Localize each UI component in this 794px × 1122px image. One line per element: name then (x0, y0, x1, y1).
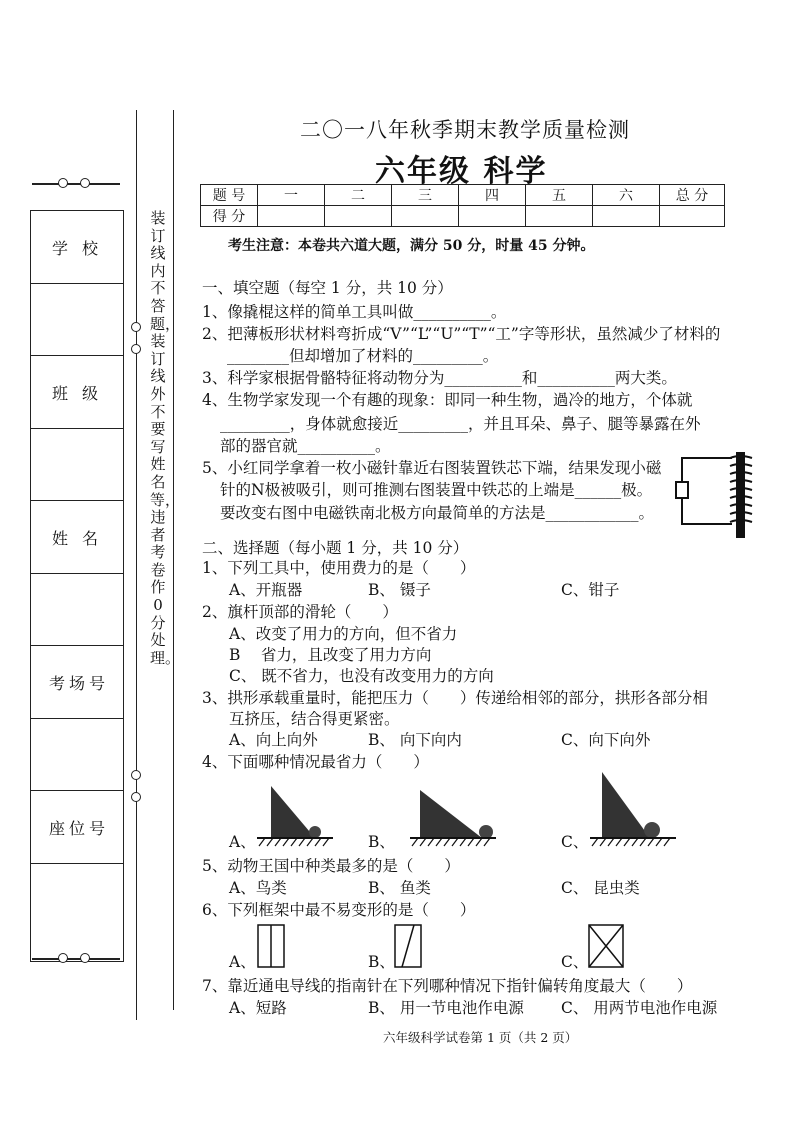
s1-line: 部的器官就__________。 (220, 437, 391, 455)
incline-figure-c (588, 766, 678, 850)
name-label: 姓名 (31, 501, 123, 574)
s1-line: 要改变右图中电磁铁南北极方向最简单的方法是____________。 (220, 504, 655, 522)
score-cell[interactable] (258, 206, 325, 227)
binding-circle (131, 792, 141, 802)
s2-q4-label-a: A、 (229, 833, 256, 851)
score-header-cell: 一 (258, 185, 325, 206)
s1-line: _________，身体就愈接近_________，并且耳朵、鼻子、腿等暴露在外 (220, 415, 701, 433)
s2-q5-option-a: A、鸟类 (229, 879, 287, 897)
score-cell[interactable] (526, 206, 593, 227)
score-cell[interactable] (660, 206, 725, 227)
s2-q5: 5、动物王国中种类最多的是（ ） (202, 857, 460, 875)
s2-q3: 3、拱形承载重量时，能把压力（ ）传递给相邻的部分，拱形各部分相 (202, 689, 708, 707)
binding-line-bottom (32, 958, 120, 960)
binding-circle (58, 953, 68, 963)
score-header-cell: 五 (526, 185, 593, 206)
score-header-cell: 四 (459, 185, 526, 206)
s2-q2: 2、旗杆顶部的滑轮（ ） (202, 603, 398, 621)
score-table (200, 184, 725, 227)
score-header-cell: 三 (392, 185, 459, 206)
page-footer: 六年级科学试卷第 1 页（共 2 页） (383, 1030, 578, 1045)
s2-q7: 7、靠近通电导线的指南针在下列哪种情况下指针偏转角度最大（ ） (202, 977, 693, 995)
s2-q3-option-b: B、 向下向内 (368, 731, 462, 749)
electromagnet-figure (668, 446, 756, 542)
score-cell[interactable] (459, 206, 526, 227)
binding-circle (131, 770, 141, 780)
score-cell[interactable] (593, 206, 660, 227)
binding-circle (80, 953, 90, 963)
s2-q6-label-a: A、 (229, 953, 256, 971)
name-blank (31, 574, 123, 646)
s2-q6: 6、下列框架中最不易变形的是（ ） (202, 901, 476, 919)
exam-notice: 考生注意：本卷共六道大题，满分 50 分，时量 45 分钟。 (228, 238, 595, 254)
s2-q7-option-a: A、短路 (229, 999, 287, 1017)
school-blank (31, 284, 123, 356)
binding-line-top (32, 183, 120, 185)
s2-q1-option-c: C、钳子 (561, 581, 620, 599)
frame-figure-a (255, 922, 287, 970)
s2-q4: 4、下面哪种情况最省力（ ） (202, 753, 429, 771)
seat-label: 座位号 (31, 791, 123, 864)
binding-circle (80, 178, 90, 188)
subject-title: 六年级 科学 (375, 154, 548, 189)
binding-circle (58, 178, 68, 188)
content-divider (173, 110, 174, 1010)
binding-circle (131, 322, 141, 332)
s2-q3-option-a: A、向上向外 (229, 731, 318, 749)
s2-q7-option-b: B、 用一节电池作电源 (368, 999, 524, 1017)
s1-line: 针的N极被吸引，则可推测右图装置中铁芯的上端是______极。 (220, 481, 653, 499)
s2-q3-option-c: C、向下向外 (561, 731, 651, 749)
s2-q4-label-c: C、 (561, 833, 589, 851)
section1-heading: 一、填空题（每空 1 分，共 10 分） (202, 279, 453, 297)
exam-room-blank (31, 719, 123, 791)
s1-line: 5、小红同学拿着一枚小磁针靠近右图装置铁芯下端，结果发现小磁 (202, 459, 662, 477)
s2-q2-option-b: B 省力，且改变了用力方向 (229, 646, 432, 664)
class-blank (31, 429, 123, 501)
s2-q2-option-c: C、 既不省力，也没有改变用力的方向 (229, 667, 494, 685)
seat-blank (31, 864, 123, 961)
school-label: 学校 (31, 211, 123, 284)
s2-q7-option-c: C、 用两节电池作电源 (561, 999, 718, 1017)
s2-q6-label-c: C、 (561, 953, 589, 971)
s2-q5-option-b: B、 鱼类 (368, 879, 431, 897)
incline-figure-a (255, 780, 335, 850)
score-header-cell: 六 (593, 185, 660, 206)
s2-q1-option-b: B、 镊子 (368, 581, 431, 599)
frame-figure-b (392, 922, 424, 970)
s2-q4-label-b: B、 (368, 833, 395, 851)
s2-q3-cont: 互挤压，结合得更紧密。 (229, 710, 400, 728)
binding-info-box (30, 210, 124, 962)
s2-q5-option-c: C、 昆虫类 (561, 879, 640, 897)
binding-circle (131, 344, 141, 354)
score-cell[interactable] (325, 206, 392, 227)
score-header-cell: 二 (325, 185, 392, 206)
s2-q1: 1、下列工具中，使用费力的是（ ） (202, 559, 476, 577)
score-header-cell: 总 分 (660, 185, 725, 206)
binding-warning-text: 装订线内不答题，装订线外不要写姓名等，违者考卷作0分处理。 (150, 209, 181, 667)
s1-line: 1、像撬棍这样的简单工具叫做__________。 (202, 303, 507, 321)
s1-line: 4、生物学家发现一个有趣的现象：即同一种生物，過冷的地方，个体就 (202, 391, 693, 409)
s1-line: 2、把薄板形状材料弯折成“V”“L”“U”“T”“工”字等形状，虽然减少了材料的 (202, 325, 721, 343)
score-cell[interactable] (392, 206, 459, 227)
exam-title: 二〇一八年秋季期末教学质量检测 (300, 118, 630, 142)
class-label: 班级 (31, 356, 123, 429)
s1-line: ________但却增加了材料的_________。 (227, 347, 499, 365)
s2-q6-label-b: B、 (368, 953, 395, 971)
score-row-label: 得 分 (201, 206, 258, 227)
cut-line (136, 110, 137, 1020)
exam-room-label: 考场号 (31, 646, 123, 719)
section2-heading: 二、选择题（每小题 1 分，共 10 分） (202, 539, 469, 557)
s2-q1-option-a: A、开瓶器 (229, 581, 303, 599)
s2-q2-option-a: A、改变了用力的方向，但不省力 (229, 625, 458, 643)
incline-figure-b (408, 780, 498, 850)
frame-figure-c (586, 922, 626, 970)
score-header-cell: 题 号 (201, 185, 258, 206)
s1-line: 3、科学家根据骨骼特征将动物分为__________和__________两大类。 (202, 369, 677, 387)
